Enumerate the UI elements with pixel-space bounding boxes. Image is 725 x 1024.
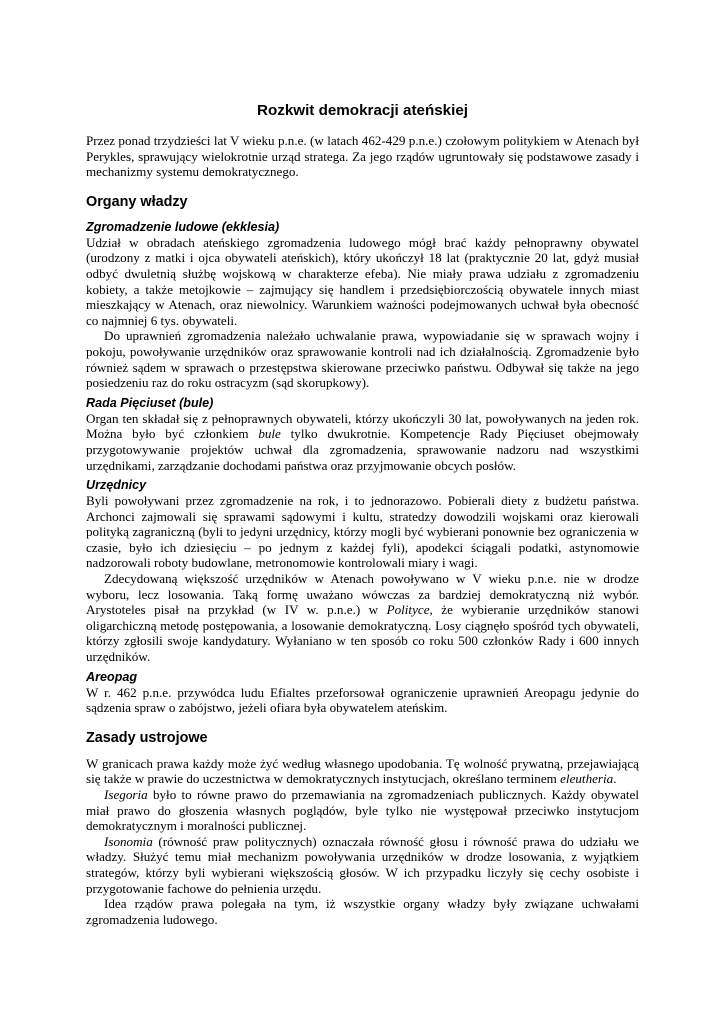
- zasady-paragraph-3: [86, 834, 639, 896]
- zasady-term-isegoria: Isegoria: [104, 787, 148, 802]
- section-heading-organy: Organy władzy: [86, 193, 188, 210]
- subheading-urzednicy: Urzędnicy: [86, 478, 147, 493]
- urzednicy-paragraph-1: Byli powoływani przez zgromadzenie na rok, i to jednorazowo. Pobierali diety z budżetu państwa. Archonci zajmowali się sprawami sądowymi i kultu, stratedzy dowodzili wojskami oraz kierowali polityką zagraniczną (byli to jedyni urzędnicy, którzy mogli być wybierani ponownie bez ograniczenia w czasie, było ich dziesięciu – po jednym z każdej fyli), apodekci ściągali podatki, astynomowie nadzorowali roboty budowlane, metronomowie kontrolowali miary i wagi.: [86, 493, 639, 571]
- subheading-zgromadzenie: Zgromadzenie ludowe (ekklesia): [86, 219, 280, 234]
- areopag-paragraph: W r. 462 p.n.e. przywódca ludu Efialtes przeforsował ograniczenie uprawnień Areopagu jedynie do sądzenia spraw o zabójstwo, jeżeli ofiara była obywatelem ateńskim.: [86, 684, 639, 716]
- zgromadzenie-paragraph-1: Udział w obradach ateńskiego zgromadzenia ludowego mógł brać każdy pełnoprawny obywatel (urodzony z matki i ojca obywateli ateńskich), który ukończył 18 lat (praktycznie 20 lat, gdyż musiał odbyć dwuletnią służbę wojskową w charakterze efeba). Nie miały prawa udziału z zgromadzeniu kobiety, a także metojkowie – zajmujący się handlem i przedsiębiorczością obywatele innych miast mieszkający w Atenach, oraz niewolnicy. Warunkiem ważności podejmowanych uchwał była obecność co najmniej 6 tys. obywateli.: [86, 234, 639, 328]
- zasady-text-b: .: [613, 771, 617, 787]
- zasady-term-isonomia: Isonomia: [104, 833, 153, 849]
- zasady-text-a: W granicach prawa każdy może żyć według własnego upodobania. Tę wolność prywatną, przejawiającą się także w prawie do uczestnictwa w demokratycznych instytucjach, określano terminem: [86, 755, 639, 787]
- page-title: Rozkwit demokracji ateńskiej: [256, 102, 469, 119]
- zasady-text-isegoria: było to równe prawo do przemawiania na zgromadzeniach publicznych. Każdy obywatel miał prawo do głoszenia własnych poglądów, byle tylko nie występował przeciwko instytucjom demokratycznym i moralności publicznej.: [86, 787, 639, 834]
- urzednicy-term-polityce: Polityce: [386, 602, 430, 618]
- urzednicy-text-b: , że wybieranie urzędników stanowi oligarchiczną metodę postępowania, a losowanie demokratyczną. Losy ciągnęło spośród tych obywateli, którzy zgłosili swoje kandydatury. Wyłaniano w ten sposób co roku 500 członków Rady i 600 innych urzędników.: [86, 602, 640, 665]
- zasady-text-isonomia: (równość praw politycznych) oznaczała równość głosu i równość prawa do udziału we władzy. Służyć temu miał mechanizm powoływania urzędników w drodze losowania, z wyjątkiem strategów, którzy byli wybierani większością głosów. W ich przypadku liczyły się cechy osobiste i przygotowanie fachowe do pełnienia urzędu.: [86, 833, 639, 896]
- zasady-paragraph-2: [86, 787, 639, 834]
- section-heading-zasady: Zasady ustrojowe: [86, 729, 208, 746]
- intro-paragraph: Przez ponad trzydzieści lat V wieku p.n.e. (w latach 462-429 p.n.e.) czołowym politykiem w Atenach był Perykles, sprawujący wielokrotnie urząd stratega. Za jego rządów ugruntowały się podstawowe zasady i mechanizmy systemu demokratycznego.: [86, 133, 639, 180]
- zasady-term-eleutheria: eleutheria: [560, 771, 614, 787]
- rada-paragraph: [86, 411, 639, 473]
- zasady-paragraph-4: Idea rządów prawa polegała na tym, iż wszystkie organy władzy były związane uchwałami zgromadzenia ludowego.: [86, 896, 639, 927]
- subheading-rada: Rada Pięciuset (bule): [86, 395, 214, 410]
- urzednicy-paragraph-2: [86, 571, 639, 665]
- rada-term-bule: bule: [258, 426, 281, 442]
- subheading-areopag: Areopag: [86, 669, 138, 684]
- rada-text-b: tylko dwukrotnie. Kompetencje Rady Pięciuset obejmowały przygotowywanie projektów uchwał dla zgromadzenia, sprawowanie nadzoru nad wszystkimi urzędnikami, zarządzanie dochodami państwa oraz przyjmowanie obcych posłów.: [86, 426, 639, 473]
- zasady-paragraph-1: [86, 756, 639, 787]
- document-page: [86, 96, 639, 927]
- zgromadzenie-paragraph-2: Do uprawnień zgromadzenia należało uchwalanie prawa, wypowiadanie się w sprawach wojny i pokoju, powoływanie urzędników oraz sprawowanie kontroli nad ich działalnością. Zgromadzenie było również sądem w sprawach o przestępstwa skierowane przeciwko państwu. Odbywał się także na jego posiedzeniu raz do roku ostracyzm (sąd skorupkowy).: [86, 328, 639, 391]
- urzednicy-text-a: Zdecydowaną większość urzędników w Atenach powoływano w V wieku p.n.e. nie w drodze wyboru, lecz losowania. Taką formę uważano wówczas za bardziej demokratyczną niż wybór. Arystoteles pisał na przykład (w IV w. p.n.e.) w: [86, 571, 639, 618]
- rada-text-a: Organ ten składał się z pełnoprawnych obywateli, którzy ukończyli 30 lat, powoływanych na jeden rok. Można było być członkiem: [86, 410, 639, 442]
